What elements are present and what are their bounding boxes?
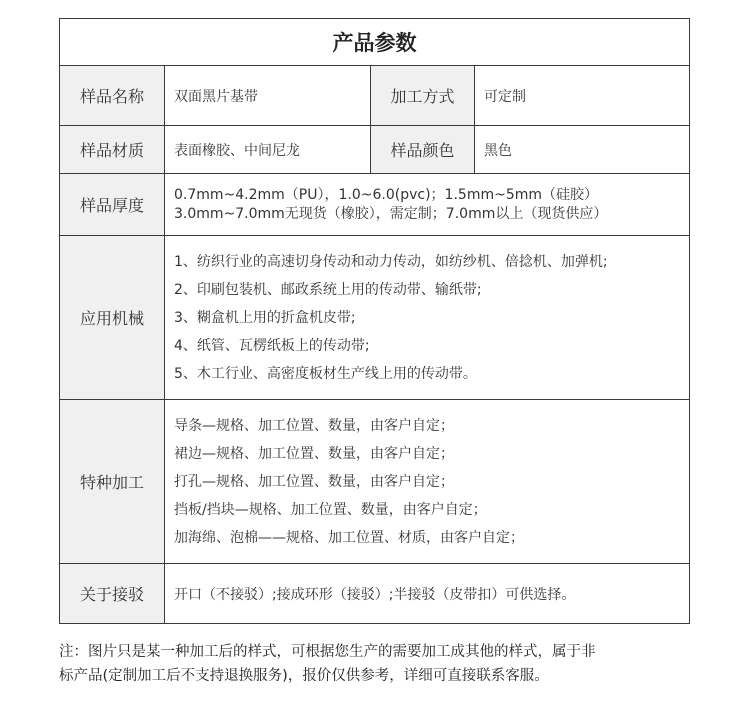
- value-sample-name: 双面黑片基带: [174, 88, 258, 105]
- application-item: 3、糊盒机上用的折盒机皮带;: [174, 309, 356, 326]
- processing-item: 加海绵、泡棉——规格、加工位置、材质，由客户自定；: [174, 529, 524, 546]
- value-sample-color: 黑色: [484, 142, 512, 159]
- value-processing-method: 可定制: [484, 88, 526, 105]
- label-sample-material: 样品材质: [60, 126, 165, 173]
- value-sample-thickness: [165, 174, 689, 235]
- row-special-processing: [60, 399, 689, 563]
- label-application: 应用机械: [60, 236, 165, 399]
- row-material: [60, 125, 689, 173]
- row-application: [60, 235, 689, 399]
- thickness-line: 3.0mm~7.0mm无现货（橡胶），需定制；7.0mm以上（现货供应）: [174, 205, 608, 222]
- value-special-processing: [165, 400, 689, 563]
- value-joint: 开口（不接驳）;接成环形（接驳）;半接驳（皮带扣）可供选择。: [174, 586, 576, 603]
- footnote-line: 标产品(定制加工后不支持退换服务)，报价仅供参考，详细可直接联系客服。: [59, 668, 549, 684]
- value-application: [165, 236, 689, 399]
- table-title-text: 产品参数: [332, 31, 417, 55]
- processing-item: 裙边—规格、加工位置、数量，由客户自定；: [174, 445, 454, 462]
- label-sample-color: 样品颜色: [370, 126, 475, 173]
- value-sample-material: 表面橡胶、中间尼龙: [174, 142, 300, 159]
- footnote: [59, 640, 709, 688]
- application-item: 5、木工行业、高密度板材生产线上用的传动带。: [174, 365, 477, 382]
- processing-item: 挡板/挡块—规格、加工位置、数量，由客户自定；: [174, 501, 487, 518]
- label-processing-method: 加工方式: [370, 66, 475, 125]
- footnote-line: 注：图片只是某一种加工后的样式，可根据您生产的需要加工成其他的样式，属于非: [59, 644, 596, 660]
- row-thickness: [60, 173, 689, 235]
- processing-item: 打孔—规格、加工位置、数量，由客户自定；: [174, 473, 454, 490]
- application-item: 1、纺织行业的高速切身传动和动力传动，如纺纱机、倍捻机、加弹机;: [174, 253, 608, 270]
- application-item: 2、印刷包装机、邮政系统上用的传动带、输纸带;: [174, 281, 482, 298]
- label-sample-thickness: 样品厚度: [60, 174, 165, 235]
- label-sample-name: 样品名称: [60, 66, 165, 125]
- spec-table: [59, 18, 690, 624]
- application-item: 4、纸管、瓦楞纸板上的传动带;: [174, 337, 370, 354]
- thickness-line: 0.7mm~4.2mm（PU），1.0~6.0(pvc)；1.5mm~5mm（硅胶）: [174, 186, 599, 203]
- label-special-processing: 特种加工: [60, 400, 165, 563]
- row-name: [60, 65, 689, 125]
- row-joint: [60, 563, 689, 623]
- table-title: [60, 19, 689, 65]
- processing-item: 导条—规格、加工位置、数量，由客户自定；: [174, 417, 454, 434]
- label-joint: 关于接驳: [60, 564, 165, 623]
